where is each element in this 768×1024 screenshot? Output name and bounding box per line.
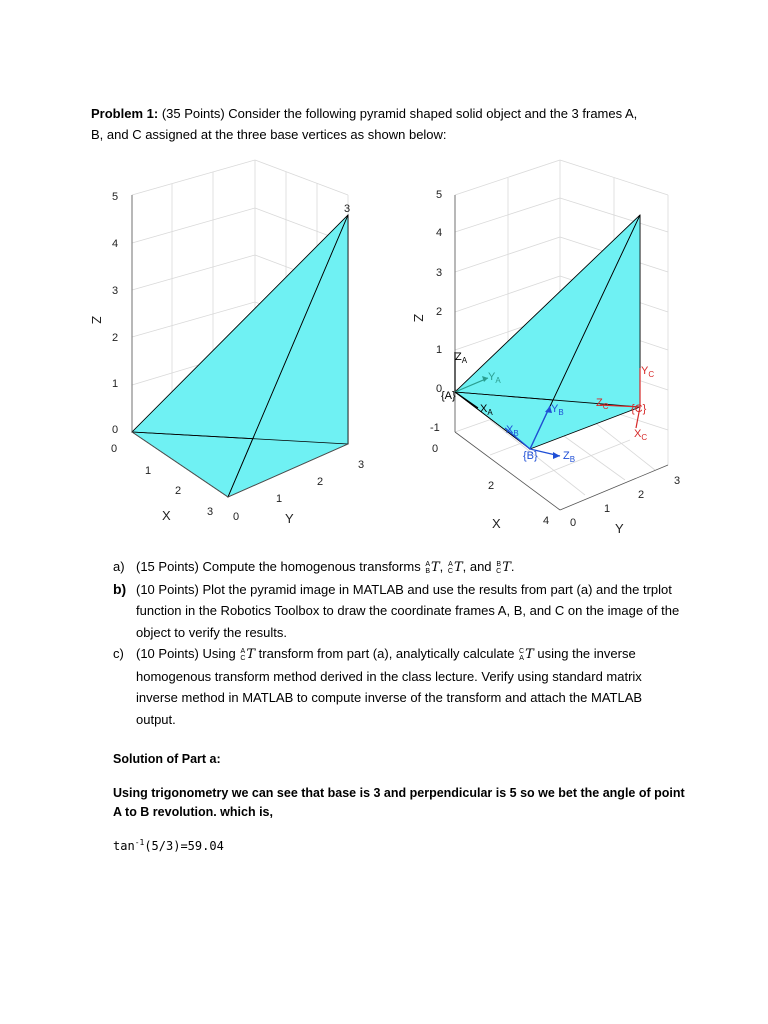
- right-y-label: Y: [615, 521, 624, 536]
- right-z-tick-3: 3: [436, 267, 443, 279]
- frame-a-origin-label: {A}: [441, 390, 456, 402]
- right-y-tick-2: 2: [638, 489, 645, 501]
- frame-b-y-label: $Y_B$: [551, 403, 564, 417]
- right-z-tick-5: 5: [436, 189, 443, 201]
- question-list: [113, 556, 683, 730]
- transform-a-c-ref: A C: [240, 647, 246, 662]
- frame-b-origin-label: {B}: [523, 450, 538, 462]
- left-apex-label: 3: [344, 203, 351, 215]
- left-y-tick-0: 0: [233, 511, 240, 523]
- right-z-label: Z: [411, 314, 426, 322]
- right-y-tick-3: 3: [674, 475, 681, 487]
- right-z-tick-0: 0: [436, 383, 443, 395]
- question-b: [113, 579, 683, 644]
- left-z-tick-4: 4: [112, 238, 119, 250]
- right-x-tick-2: 2: [488, 480, 495, 492]
- transform-a-b: A B: [425, 560, 430, 575]
- right-z-tick-4: 4: [436, 227, 443, 239]
- left-x-tick-3: 3: [207, 506, 214, 518]
- right-y-tick-1: 1: [604, 503, 611, 515]
- left-x-tick-2: 2: [175, 485, 182, 497]
- right-plot: [411, 160, 680, 536]
- question-a-text: (15 Points) Compute the homogenous transforms: [136, 559, 425, 574]
- right-z-tick-1: 1: [436, 344, 443, 356]
- left-x-tick-1: 1: [145, 465, 152, 477]
- left-z-tick-2: 2: [112, 332, 119, 344]
- right-x-tick-4: 4: [543, 515, 550, 527]
- solution-equation: $\tan^{-1}(5/3)=59.04$: [113, 838, 224, 853]
- left-y-label: Y: [285, 511, 294, 526]
- frame-a-x-label: $X_A$: [480, 403, 493, 417]
- transform-b-c: B C: [496, 560, 502, 575]
- left-y-tick-2: 2: [317, 476, 324, 488]
- frame-c-y-label: $Y_C$: [641, 365, 655, 379]
- left-z-tick-1: 1: [112, 378, 119, 390]
- right-z-tick-neg1: -1: [430, 422, 440, 434]
- frame-a-z-label: $Z_A$: [455, 351, 468, 365]
- question-b-label: b): [113, 580, 127, 597]
- left-z-tick-0: 0: [112, 424, 119, 436]
- left-z-tick-5: 5: [112, 191, 119, 203]
- question-c: c) (10 Points) Using A C T transform from part (a), analytically calculate C A T using the inverse homogenous transform method derived in the class lecture. Verify using standard matrix inverse method in MATLAB to compute inverse of the transform and attach the MATLAB output.: [113, 643, 683, 730]
- frame-b-x-label: $X_B$: [506, 424, 519, 438]
- frame-c-z-label: $Z_C$: [596, 397, 609, 411]
- right-x-tick-0: 0: [432, 443, 439, 455]
- question-b-text: (10 Points) Plot the pyramid image in MATLAB and use the results from part (a) and the trplot function in the Robotics Toolbox to draw the coordinate frames A, B, and C on the image of the object to verify the results.: [136, 581, 680, 640]
- question-c-label: c): [113, 646, 124, 661]
- left-plot: [89, 160, 364, 526]
- problem-heading: Problem 1:: [91, 106, 159, 121]
- left-y-tick-3: 3: [358, 459, 365, 471]
- left-x-label: X: [162, 508, 171, 523]
- right-x-label: X: [492, 516, 501, 531]
- transform-c-a: C A: [519, 647, 525, 662]
- left-z-label: Z: [89, 316, 104, 324]
- question-a-label: a): [113, 559, 125, 574]
- solution-text: Using trigonometry we can see that base is 3 and perpendicular is 5 so we bet the angle of point A to B revolution. which is,: [113, 786, 685, 819]
- problem-text-line1: (35 Points) Consider the following pyramid shaped solid object and the 3 frames A,: [161, 106, 638, 121]
- frame-b-z-label: $Z_B$: [563, 450, 576, 464]
- problem-text-line2: B, and C assigned at the three base vertices as shown below:: [91, 127, 447, 142]
- frame-c-origin-label: {C}: [631, 403, 647, 415]
- question-a: a) (15 Points) Compute the homogenous transforms A B T, A C T, and B C T.: [113, 556, 683, 579]
- left-y-tick-1: 1: [276, 493, 283, 505]
- frame-a-y-label: $Y_A$: [488, 371, 501, 385]
- frame-c-x-label: $X_C$: [634, 428, 648, 442]
- right-y-tick-0: 0: [570, 517, 577, 529]
- right-z-tick-2: 2: [436, 306, 443, 318]
- solution-title: Solution of Part a:: [113, 752, 221, 766]
- left-x-tick-0: 0: [111, 443, 118, 455]
- left-z-tick-3: 3: [112, 285, 119, 297]
- transform-a-c: A C: [447, 560, 453, 575]
